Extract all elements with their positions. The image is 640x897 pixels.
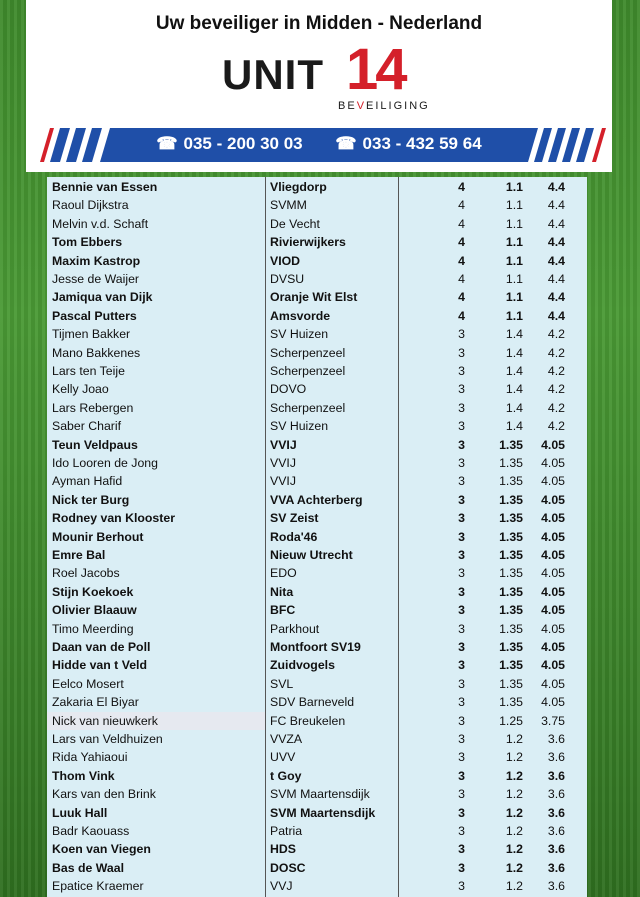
stat-3: 3.6 [547, 824, 565, 838]
club-name: De Vecht [270, 216, 320, 231]
club-name: DOVO [270, 382, 307, 397]
club-name: Vliegdorp [270, 180, 327, 194]
club-name: HDS [270, 842, 296, 857]
stat-2: 1.4 [505, 364, 523, 378]
phone-band [26, 128, 612, 162]
table-row [47, 877, 587, 895]
stat-1: 4 [458, 198, 465, 213]
stat-3: 4.05 [541, 658, 565, 673]
player-name: Jamiqua van Dijk [52, 290, 153, 305]
stat-3: 4.4 [547, 272, 565, 286]
stat-3: 4.2 [547, 345, 565, 360]
club-name: DOSC [270, 860, 306, 875]
stat-1: 3 [458, 695, 465, 710]
club-name: Nieuw Utrecht [270, 548, 353, 562]
stat-2: 1.4 [505, 382, 523, 397]
stat-3: 4.2 [547, 327, 565, 342]
player-name: Epatice Kraemer [52, 879, 144, 894]
club-name: SVMM [270, 198, 307, 213]
stat-3: 4.05 [541, 584, 565, 599]
stat-2: 1.35 [499, 603, 523, 618]
stat-1: 3 [458, 419, 465, 434]
phone-numbers [26, 134, 612, 154]
player-name: Bennie van Essen [52, 180, 158, 194]
club-name: VVIJ [270, 437, 297, 452]
table-row [47, 288, 587, 306]
club-name: VVIJ [270, 474, 296, 489]
club-name: VVA Achterberg [270, 492, 363, 507]
stat-1: 3 [458, 879, 465, 894]
stat-3: 3.6 [547, 750, 565, 765]
player-name: Lars van Veldhuizen [52, 732, 163, 746]
player-name: Teun Veldpaus [52, 437, 138, 452]
stat-2: 1.1 [505, 308, 523, 323]
table-row [47, 730, 587, 748]
player-name: Saber Charif [52, 419, 122, 434]
player-name: Badr Kaouass [52, 824, 130, 838]
player-name: Thom Vink [52, 768, 115, 783]
player-name: Tom Ebbers [52, 235, 123, 250]
stat-1: 4 [458, 272, 465, 286]
club-name: Scherpenzeel [270, 364, 346, 378]
stat-2: 1.35 [499, 437, 523, 452]
stat-1: 3 [458, 345, 465, 360]
table-row [47, 178, 587, 196]
stat-1: 3 [458, 400, 465, 415]
player-name: Rodney van Klooster [52, 511, 175, 526]
stat-1: 3 [458, 603, 465, 618]
stat-1: 3 [458, 492, 465, 507]
stat-3: 4.05 [541, 676, 565, 691]
stat-1: 3 [458, 382, 465, 397]
player-name: Ayman Hafid [52, 474, 123, 489]
stat-1: 3 [458, 768, 465, 783]
table-row [47, 454, 587, 472]
stat-2: 1.35 [499, 474, 523, 489]
stat-2: 1.35 [499, 695, 523, 710]
stat-2: 1.2 [505, 750, 523, 765]
club-name: SVM Maartensdijk [270, 787, 370, 802]
club-name: SDV Barneveld [270, 695, 355, 710]
table-row [47, 859, 587, 877]
stat-3: 4.05 [541, 474, 565, 489]
player-name: Daan van de Poll [52, 640, 151, 654]
table-row [47, 656, 587, 674]
club-name: UVV [270, 750, 296, 765]
stat-3: 4.4 [547, 290, 565, 305]
club-name: SV Zeist [270, 511, 319, 526]
stat-3: 4.05 [541, 640, 565, 654]
player-name: Raoul Dijkstra [52, 198, 129, 213]
table-row [47, 546, 587, 564]
player-name: Kelly Joao [52, 382, 109, 397]
table-row [47, 399, 587, 417]
stat-1: 4 [458, 308, 465, 323]
logo-wordmark: UNIT [222, 51, 324, 98]
table-row [47, 233, 587, 251]
table-row [47, 748, 587, 766]
stat-1: 3 [458, 787, 465, 802]
stat-3: 4.2 [547, 400, 565, 415]
stat-1: 3 [458, 511, 465, 526]
player-name: Hidde van t Veld [52, 658, 147, 673]
stat-1: 4 [458, 253, 465, 268]
stat-1: 3 [458, 529, 465, 544]
stat-2: 1.35 [499, 584, 523, 599]
logo-number: 14 [346, 37, 405, 102]
phone-2[interactable]: ☎ 033 - 432 59 64 [335, 134, 482, 153]
stat-2: 1.35 [499, 658, 523, 673]
table-row [47, 436, 587, 454]
stat-3: 4.05 [541, 437, 565, 452]
table-row [47, 491, 587, 509]
stat-3: 3.6 [547, 768, 565, 783]
player-name: Bas de Waal [52, 860, 124, 875]
stat-2: 1.4 [505, 400, 523, 415]
phone-icon: ☎ [335, 134, 357, 153]
club-name: SVL [270, 676, 294, 691]
stat-3: 4.05 [541, 603, 565, 618]
stat-1: 4 [458, 235, 465, 250]
table-row [47, 712, 587, 730]
club-name: EDO [270, 566, 297, 581]
stat-3: 4.4 [547, 198, 565, 213]
club-name: SV Huizen [270, 419, 329, 434]
stat-3: 4.05 [541, 548, 565, 562]
club-name: Scherpenzeel [270, 345, 346, 360]
stat-2: 1.1 [505, 290, 523, 305]
stat-3: 3.6 [547, 732, 565, 746]
table-row [47, 693, 587, 711]
stat-1: 3 [458, 842, 465, 857]
player-name: Luuk Hall [52, 805, 108, 820]
stat-2: 1.4 [505, 419, 523, 434]
stat-2: 1.2 [505, 787, 523, 802]
table-row [47, 638, 587, 656]
table-row [47, 215, 587, 233]
table-row [47, 344, 587, 362]
stat-1: 3 [458, 640, 465, 654]
standings-table [47, 177, 587, 897]
table-row [47, 196, 587, 214]
stat-3: 4.05 [541, 566, 565, 581]
stat-2: 1.35 [499, 511, 523, 526]
player-name: Melvin v.d. Schaft [52, 216, 149, 231]
stat-2: 1.35 [499, 621, 523, 636]
stat-2: 1.35 [499, 566, 523, 581]
club-name: Scherpenzeel [270, 400, 346, 415]
stat-2: 1.35 [499, 529, 523, 544]
stat-2: 1.1 [505, 180, 523, 194]
stat-3: 4.4 [547, 235, 565, 250]
table-row [47, 325, 587, 343]
table-row [47, 307, 587, 325]
club-name: Parkhout [270, 621, 320, 636]
table-row [47, 583, 587, 601]
stat-2: 1.2 [505, 879, 523, 894]
player-name: Zakaria El Biyar [52, 695, 139, 710]
phone-icon: ☎ [156, 134, 178, 153]
stat-2: 1.25 [499, 713, 523, 728]
stat-1: 3 [458, 750, 465, 765]
player-name: Emre Bal [52, 548, 106, 562]
logo-subtitle: BEVEILIGING [338, 100, 430, 112]
club-name: DVSU [270, 272, 305, 286]
stat-1: 3 [458, 676, 465, 691]
club-name: Oranje Wit Elst [270, 290, 358, 305]
stat-2: 1.1 [505, 235, 523, 250]
club-name: FC Breukelen [270, 713, 346, 728]
stat-3: 4.05 [541, 511, 565, 526]
stat-3: 3.6 [547, 879, 565, 894]
table-row [47, 675, 587, 693]
table-row [47, 785, 587, 803]
player-name: Eelco Mosert [52, 676, 124, 691]
table-row [47, 270, 587, 288]
club-name: Zuidvogels [270, 658, 335, 673]
stat-1: 3 [458, 621, 465, 636]
stat-1: 3 [458, 437, 465, 452]
stat-3: 4.2 [547, 419, 565, 434]
player-name: Rida Yahiaoui [52, 750, 128, 765]
club-name: Amsvorde [270, 308, 331, 323]
player-name: Maxim Kastrop [52, 253, 141, 268]
stat-3: 4.2 [547, 382, 565, 397]
stat-1: 3 [458, 474, 465, 489]
table-row [47, 840, 587, 858]
stat-2: 1.1 [505, 198, 523, 213]
stat-2: 1.2 [505, 824, 523, 838]
table-row [47, 804, 587, 822]
club-name: t Goy [270, 768, 302, 783]
club-name: VIOD [270, 253, 301, 268]
club-name: SV Huizen [270, 327, 329, 342]
stat-1: 4 [458, 180, 465, 194]
stat-2: 1.35 [499, 640, 523, 654]
stat-3: 3.6 [547, 787, 565, 802]
table-row [47, 620, 587, 638]
table-row [47, 601, 587, 619]
stat-2: 1.2 [505, 860, 523, 875]
stat-2: 1.4 [505, 345, 523, 360]
stat-2: 1.2 [505, 842, 523, 857]
stat-3: 4.05 [541, 621, 565, 636]
table-row [47, 362, 587, 380]
player-name: Olivier Blaauw [52, 603, 137, 618]
player-name: Mano Bakkenes [52, 345, 141, 360]
stat-3: 4.4 [547, 253, 565, 268]
table-row [47, 472, 587, 490]
table-row [47, 252, 587, 270]
table-row [47, 528, 587, 546]
stat-2: 1.4 [505, 327, 523, 342]
player-name: Lars ten Teije [52, 364, 125, 378]
stat-3: 3.75 [541, 713, 565, 728]
stat-2: 1.35 [499, 548, 523, 562]
player-name: Roel Jacobs [52, 566, 120, 581]
club-name: Roda'46 [270, 529, 318, 544]
stat-1: 3 [458, 658, 465, 673]
stat-1: 4 [458, 290, 465, 305]
player-name: Kars van den Brink [52, 787, 156, 802]
stat-1: 3 [458, 327, 465, 342]
stat-2: 1.2 [505, 768, 523, 783]
stat-2: 1.1 [505, 216, 523, 231]
stat-2: 1.1 [505, 253, 523, 268]
club-name: Rivierwijkers [270, 235, 346, 250]
stat-3: 3.6 [547, 860, 565, 875]
unit14-logo [222, 37, 442, 114]
player-name: Tijmen Bakker [52, 327, 131, 342]
stat-3: 4.05 [541, 492, 565, 507]
stat-1: 3 [458, 824, 465, 838]
club-name: Nita [270, 584, 294, 599]
stat-2: 1.2 [505, 732, 523, 746]
stat-3: 3.6 [547, 842, 565, 857]
player-name: Jesse de Waijer [52, 272, 140, 286]
stat-1: 3 [458, 548, 465, 562]
player-name: Koen van Viegen [52, 842, 151, 857]
table-row [47, 564, 587, 582]
club-name: VVZA [270, 732, 303, 746]
club-name: Montfoort SV19 [270, 640, 361, 654]
phone-1[interactable]: ☎ 035 - 200 30 03 [156, 134, 303, 153]
club-name: Patria [270, 824, 303, 838]
stat-3: 4.05 [541, 695, 565, 710]
table-row [47, 509, 587, 527]
player-name: Mounir Berhout [52, 529, 144, 544]
player-name: Nick van nieuwkerk [52, 713, 158, 728]
stat-1: 3 [458, 566, 465, 581]
stat-1: 3 [458, 364, 465, 378]
player-name: Timo Meerding [52, 621, 134, 636]
banner-tagline: Uw beveiliger in Midden - Nederland [155, 13, 483, 34]
table-row [47, 380, 587, 398]
stat-3: 4.4 [547, 308, 565, 323]
stat-1: 3 [458, 805, 465, 820]
table-row [47, 417, 587, 435]
player-name: Stijn Koekoek [52, 584, 134, 599]
player-name: Nick ter Burg [52, 492, 130, 507]
player-name: Pascal Putters [52, 308, 137, 323]
club-name: VVIJ [270, 456, 296, 470]
stat-2: 1.35 [499, 676, 523, 691]
stat-3: 4.05 [541, 456, 565, 470]
stat-2: 1.35 [499, 456, 523, 470]
player-name: Lars Rebergen [52, 400, 134, 415]
stat-1: 3 [458, 584, 465, 599]
stat-1: 3 [458, 732, 465, 746]
table-row [47, 767, 587, 785]
sponsor-banner [26, 0, 612, 172]
stat-2: 1.35 [499, 492, 523, 507]
club-name: BFC [270, 603, 296, 618]
player-name: Ido Looren de Jong [52, 456, 158, 470]
stat-1: 4 [458, 216, 465, 231]
stat-3: 3.6 [547, 805, 565, 820]
stat-1: 3 [458, 860, 465, 875]
stat-3: 4.05 [541, 529, 565, 544]
stat-1: 3 [458, 456, 465, 470]
club-name: SVM Maartensdijk [270, 805, 376, 820]
table-row [47, 822, 587, 840]
stat-3: 4.4 [547, 180, 565, 194]
stat-2: 1.2 [505, 805, 523, 820]
stat-1: 3 [458, 713, 465, 728]
stat-3: 4.2 [547, 364, 565, 378]
stat-3: 4.4 [547, 216, 565, 231]
club-name: VVJ [270, 879, 293, 894]
stat-2: 1.1 [505, 272, 523, 286]
